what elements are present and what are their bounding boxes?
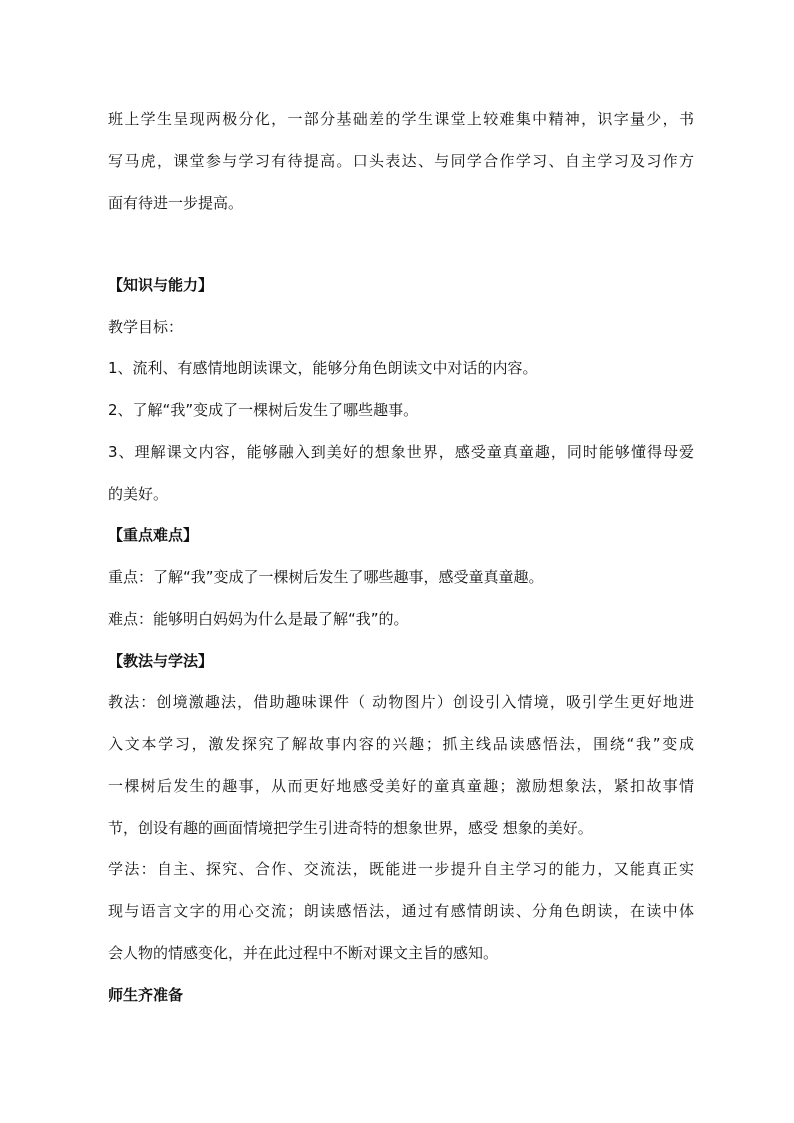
difficult-point: 难点：能够明白妈妈为什么是最了解“我”的。 [108,610,409,628]
method-heading: 【教法与学法】 [108,652,214,670]
learning-method-line-1: 学法：自主、探究、合作、交流法，既能进一步提升自主学习的能力，又能真正实 [108,860,694,878]
knowledge-heading: 【知识与能力】 [108,276,214,294]
key-point: 重点：了解“我”变成了一棵树后发生了哪些趣事，感受童真童趣。 [108,568,544,586]
teaching-method-line-3: 一棵树后发生的趣事，从而更好地感受美好的童真童趣；激励想象法，紧扣故事情 [108,777,694,795]
goal-2: 2、了解“我”变成了一棵树后发生了哪些趣事。 [108,401,419,419]
teaching-method-line-1: 教法：创境激趣法，借助趣味课件（ 动物图片）创设引入情境，吸引学生更好地进 [108,693,694,711]
intro-line-1: 班上学生呈现两极分化，一部分基础差的学生课堂上较难集中精神，识字量少，书 [108,110,694,128]
intro-line-2: 写马虎，课堂参与学习有待提高。口头表达、与同学合作学习、自主学习及习作方 [108,152,694,170]
intro-line-3: 面有待进一步提高。 [108,194,244,212]
goals-label: 教学目标： [108,318,184,336]
teaching-method-line-2: 入文本学习，激发探究了解故事内容的兴趣；抓主线品读感悟法，围绕“我”变成 [108,735,694,753]
goal-3-line-2: 的美好。 [108,485,169,503]
teaching-method-line-4: 节，创设有趣的画面情境把学生引进奇特的想象世界，感受 想象的美好。 [108,819,593,837]
goal-1: 1、流利、有感情地朗读课文，能够分角色朗读文中对话的内容。 [108,359,538,377]
goal-3-line-1: 3、理解课文内容，能够融入到美好的想象世界，感受童真童趣，同时能够懂得母爱 [108,443,694,461]
key-difficulty-heading: 【重点难点】 [108,526,199,544]
learning-method-line-2: 现与语言文字的用心交流；朗读感悟法，通过有感情朗读、分角色朗读，在读中体 [108,902,694,920]
learning-method-line-3: 会人物的情感变化，并在此过程中不断对课文主旨的感知。 [108,944,499,962]
preparation-heading: 师生齐准备 [108,986,184,1004]
